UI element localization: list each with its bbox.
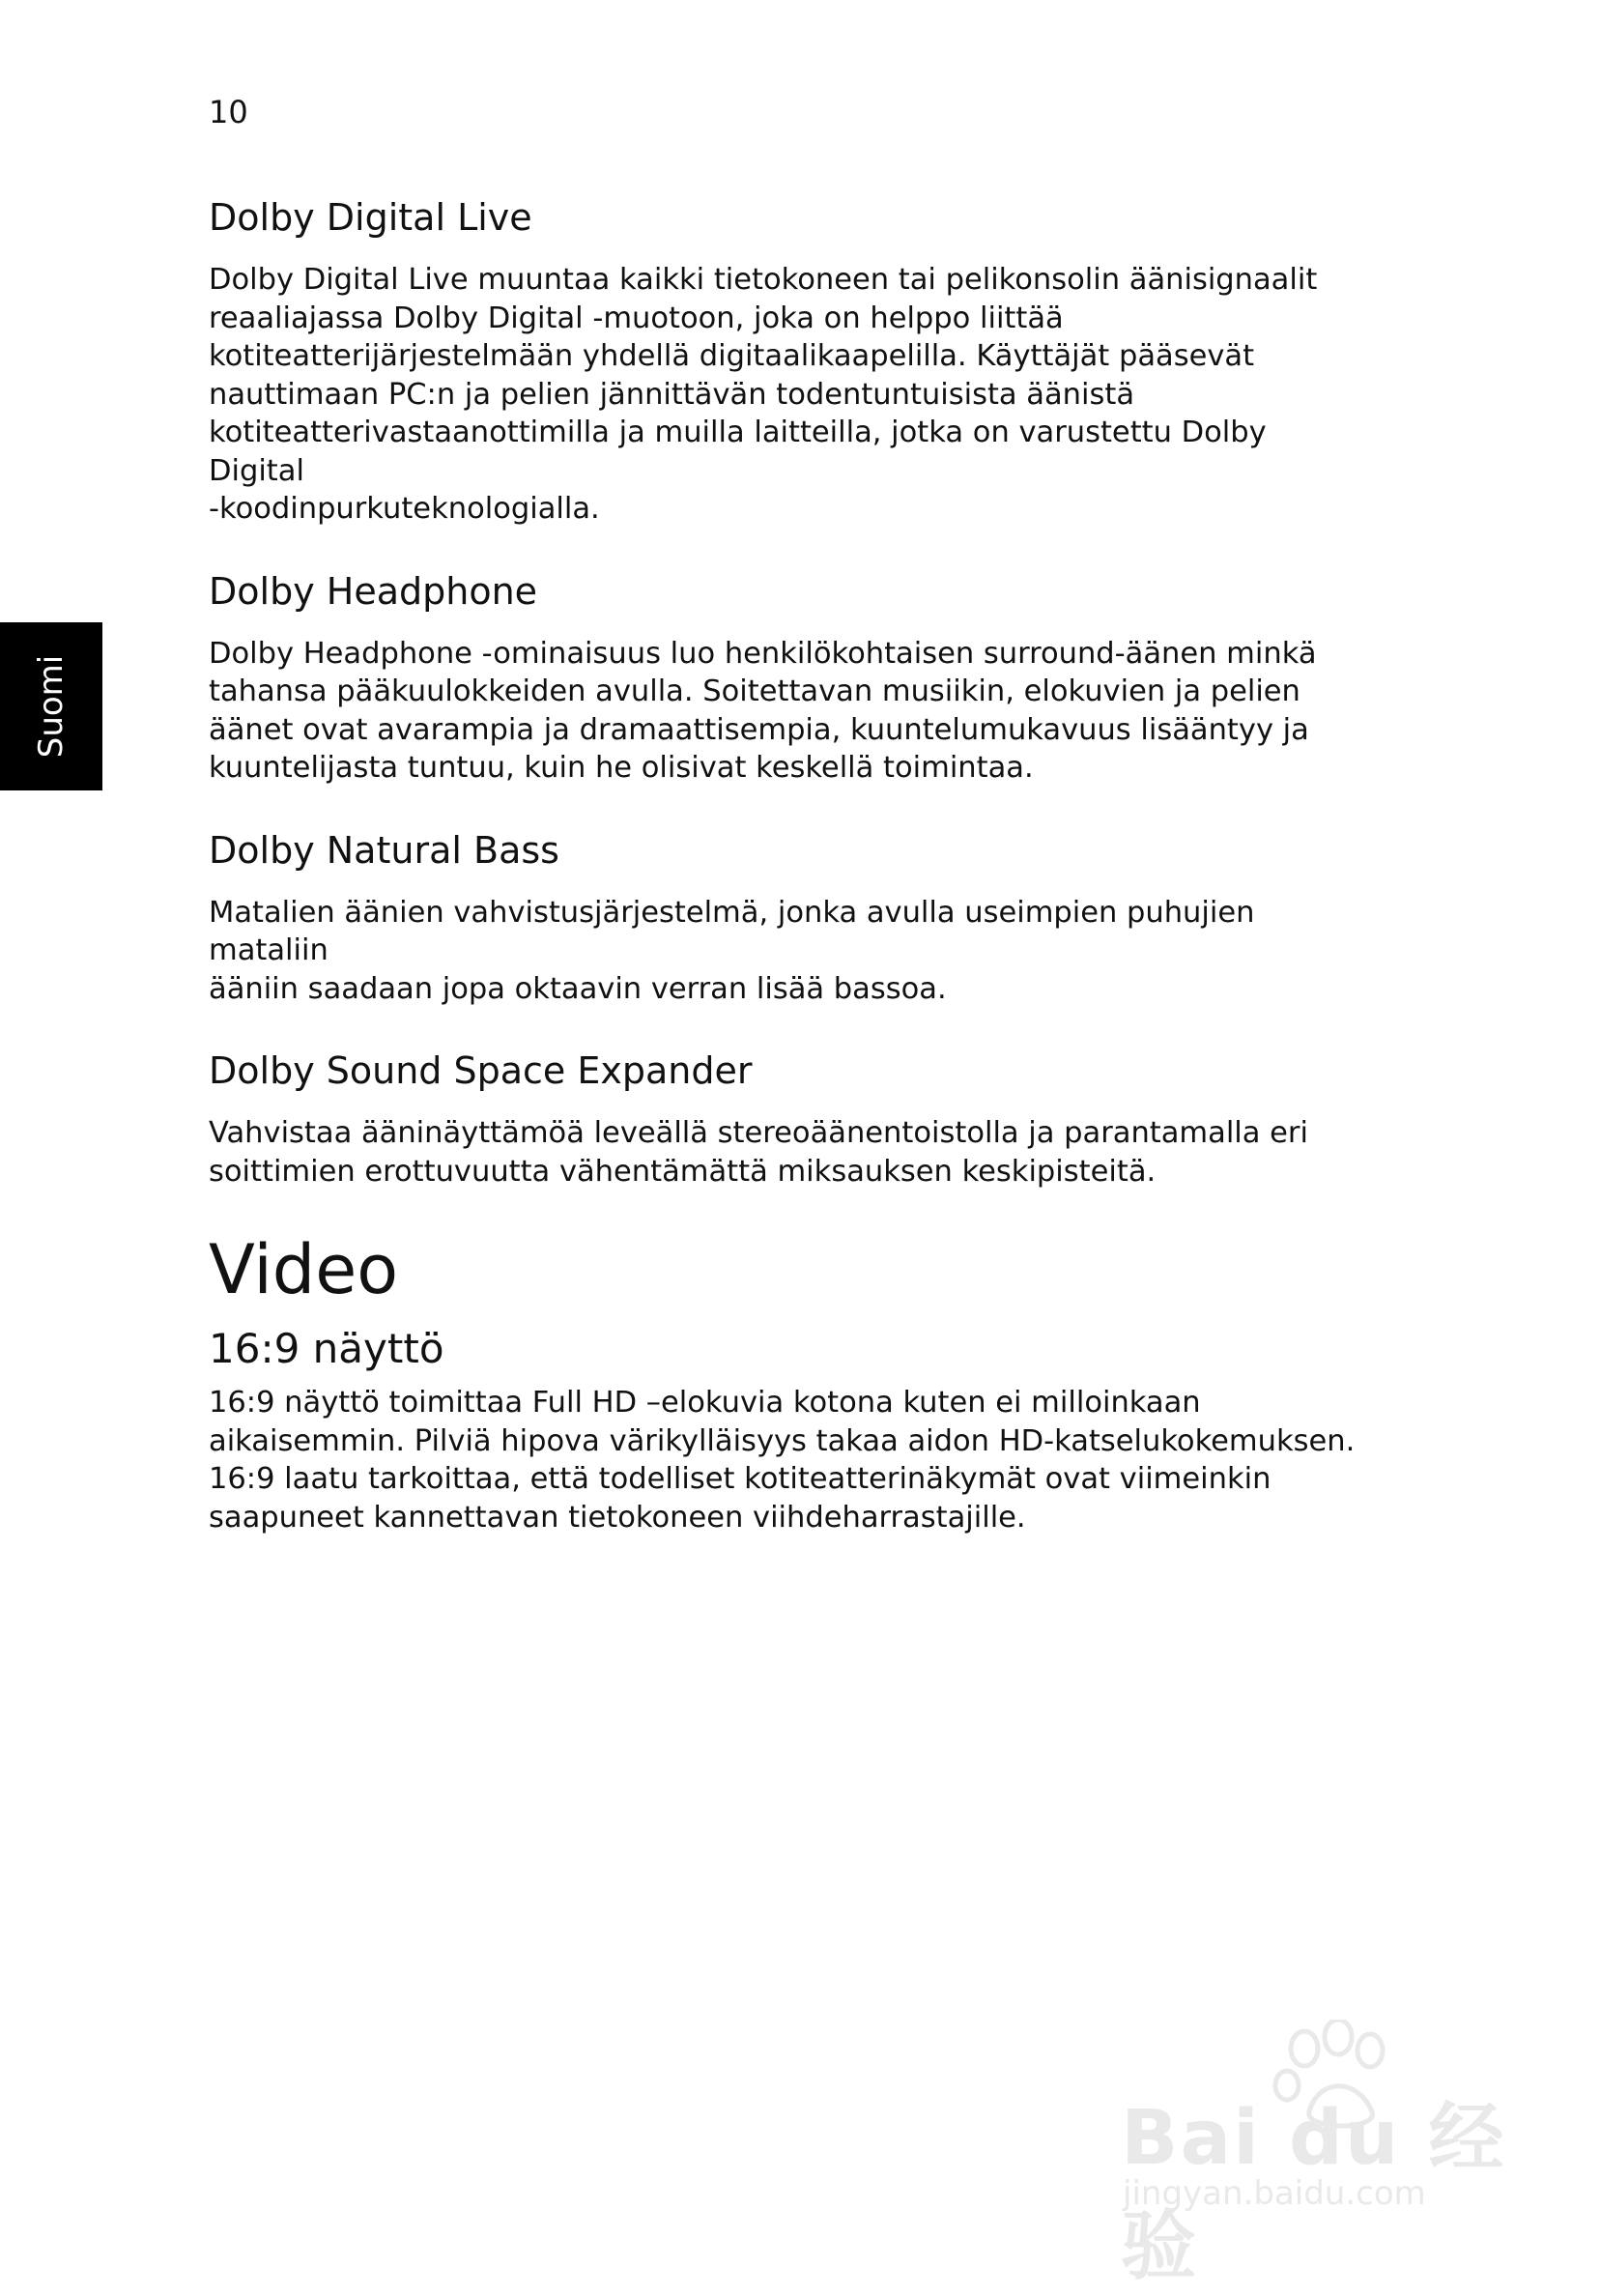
language-side-tab [0,622,102,790]
text-line: ääniin saadaan jopa oktaavin verran lisää bassoa. [209,971,947,1006]
section-title: Dolby Natural Bass [209,828,559,872]
text-line: aikaisemmin. Pilviä hipova värikylläisyys takaa aidon HD-katselukokemuksen. [209,1423,1356,1458]
main-content [209,193,1368,1536]
section-dolby-headphone [209,567,1368,788]
text-line: kotiteatterijärjestelmään yhdellä digitaalikaapelilla. Käyttäjät pääsevät [209,339,1255,373]
text-line: -koodinpurkuteknologialla. [209,492,600,526]
section-title: Dolby Digital Live [209,196,532,239]
section-body [209,1114,1368,1191]
text-line: 16:9 näyttö toimittaa Full HD –elokuvia kotona kuten ei milloinkaan [209,1386,1201,1420]
watermark-brand: Bai du 经验 [1121,2095,1506,2290]
section-body [209,635,1368,788]
section-title: Dolby Sound Space Expander [209,1049,753,1092]
section-dolby-sound-space-expander [209,1047,1368,1191]
language-tab-label: Suomi [32,654,71,759]
section-dolby-digital-live [209,193,1368,529]
text-line: Matalien äänien vahvistusjärjestelmä, jonka avulla useimpien puhujien mataliin [209,895,1255,967]
section-title: Dolby Headphone [209,569,538,613]
section-dolby-natural-bass [209,826,1368,1009]
section-body [209,261,1368,529]
video-body [209,1384,1368,1536]
text-line: tahansa pääkuulokkeiden avulla. Soitettavan musiikin, elokuvien ja pelien [209,674,1300,708]
text-line: kuuntelijasta tuntuu, kuin he olisivat keskellä toimintaa. [209,751,1034,785]
section-body [209,894,1368,1009]
text-line: nauttimaan PC:n ja pelien jännittävän todentuntuisista äänistä [209,377,1135,412]
baidu-watermark [1111,2020,1517,2290]
text-line: äänet ovat avarampia ja dramaattisempia, kuuntelumukavuus lisääntyy ja [209,712,1309,747]
text-line: soittimien erottuvuutta vähentämättä miksauksen keskipisteitä. [209,1154,1157,1189]
text-line: Dolby Digital Live muuntaa kaikki tietokoneen tai pelikonsolin äänisignaalit [209,263,1318,297]
chapter-heading-video: Video [209,1230,399,1309]
text-line: reaaliajassa Dolby Digital -muotoon, joka on helppo liittää [209,301,1064,335]
text-line: Dolby Headphone -ominaisuus luo henkilökohtaisen surround-äänen minkä [209,636,1317,671]
watermark-url: jingyan.baidu.com [1123,2174,1426,2213]
text-line: 16:9 laatu tarkoittaa, että todelliset kotiteatterinäkymät ovat viimeinkin [209,1462,1271,1496]
subheading-16-9-display: 16:9 näyttö [209,1325,444,1372]
text-line: Vahvistaa ääninäyttämöä leveällä stereoäänentoistolla ja parantamalla eri [209,1116,1308,1150]
text-line: kotiteatterivastaanottimilla ja muilla laitteilla, jotka on varustettu Dolby Digital [209,416,1267,488]
page-number: 10 [209,94,248,130]
text-line: saapuneet kannettavan tietokoneen viihdeharrastajille. [209,1500,1026,1535]
